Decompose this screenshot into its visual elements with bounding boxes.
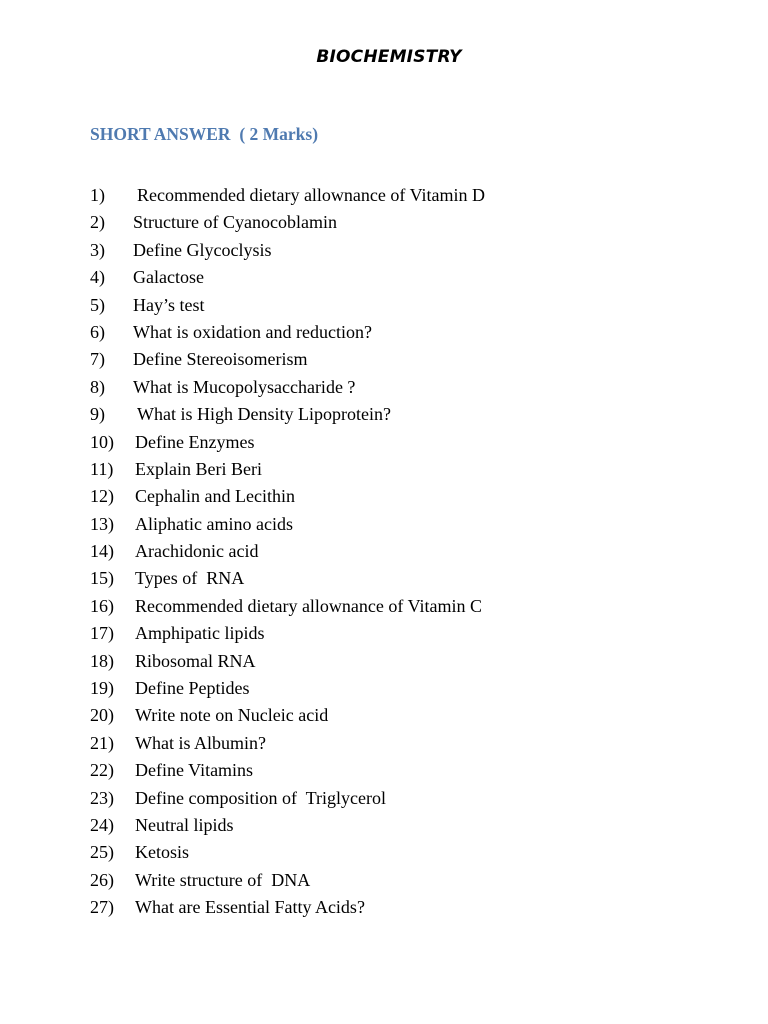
question-item — [90, 346, 485, 373]
question-number: 7) — [90, 349, 105, 370]
question-number: 8) — [90, 376, 105, 397]
question-item — [90, 429, 485, 456]
question-item — [90, 483, 485, 510]
question-number: 2) — [90, 212, 105, 233]
question-text: Define Peptides — [135, 678, 250, 699]
question-text: What is oxidation and reduction? — [133, 321, 372, 342]
question-number: 14) — [90, 541, 114, 562]
question-number: 22) — [90, 760, 114, 781]
question-number: 26) — [90, 869, 114, 890]
question-text: Cephalin and Lecithin — [135, 486, 295, 507]
question-text: What is High Density Lipoprotein? — [137, 404, 391, 425]
question-text: Define composition of Triglycerol — [135, 787, 386, 808]
question-text: Define Enzymes — [135, 431, 255, 452]
question-item — [90, 237, 485, 264]
question-number: 27) — [90, 897, 114, 918]
question-text: Galactose — [133, 267, 204, 288]
question-item — [90, 757, 485, 784]
question-number: 15) — [90, 568, 114, 589]
question-text: Arachidonic acid — [135, 541, 259, 562]
question-text: Recommended dietary allownance of Vitamin D — [137, 185, 485, 205]
question-item — [90, 565, 485, 592]
question-item — [90, 511, 485, 538]
question-item — [90, 292, 485, 319]
question-number: 12) — [90, 486, 114, 507]
question-text: What are Essential Fatty Acids? — [135, 897, 365, 918]
question-item — [90, 538, 485, 565]
question-number: 24) — [90, 814, 114, 835]
question-text: Define Glycoclysis — [133, 239, 272, 260]
question-number: 25) — [90, 842, 114, 863]
question-item — [90, 319, 485, 346]
question-text: Ribosomal RNA — [135, 650, 256, 671]
question-number: 21) — [90, 732, 114, 753]
question-number: 13) — [90, 513, 114, 534]
question-text: Ketosis — [135, 842, 189, 863]
question-number: 16) — [90, 595, 114, 616]
question-item — [90, 374, 485, 401]
question-item — [90, 785, 485, 812]
question-number: 11) — [90, 458, 114, 479]
question-number: 3) — [90, 239, 105, 260]
question-number: 9) — [90, 404, 105, 425]
question-number: 23) — [90, 787, 114, 808]
question-text: Amphipatic lipids — [135, 623, 265, 644]
question-item — [90, 593, 485, 620]
question-item — [90, 839, 485, 866]
question-item — [90, 648, 485, 675]
question-item — [90, 620, 485, 647]
question-item — [90, 867, 485, 894]
question-text: Aliphatic amino acids — [135, 513, 293, 534]
question-number: 10) — [90, 431, 114, 452]
question-text: Write note on Nucleic acid — [135, 705, 329, 726]
question-text: Recommended dietary allownance of Vitamin C — [135, 595, 482, 616]
question-item — [90, 702, 485, 729]
question-text: Explain Beri Beri — [135, 458, 262, 479]
question-item — [90, 894, 485, 921]
question-list — [90, 182, 485, 922]
question-item — [90, 675, 485, 702]
question-text: Write structure of DNA — [135, 869, 311, 890]
question-number: 5) — [90, 294, 105, 315]
question-text: Types of RNA — [135, 568, 245, 589]
question-text: Structure of Cyanocoblamin — [133, 212, 337, 233]
question-text: Hay’s test — [133, 294, 205, 315]
question-item — [90, 209, 485, 236]
question-item — [90, 730, 485, 757]
question-number: 17) — [90, 623, 114, 644]
question-item — [90, 456, 485, 483]
question-number: 6) — [90, 321, 105, 342]
question-number: 1) — [90, 185, 105, 205]
question-item — [90, 401, 485, 428]
question-text: Define Stereoisomerism — [133, 349, 308, 370]
question-item — [90, 264, 485, 291]
question-number: 18) — [90, 650, 114, 671]
question-item — [90, 182, 485, 209]
question-number: 19) — [90, 678, 114, 699]
page-title: BIOCHEMISTRY — [316, 47, 462, 67]
section-heading: SHORT ANSWER ( 2 Marks) — [90, 124, 319, 144]
question-text: What is Albumin? — [135, 732, 266, 753]
question-number: 4) — [90, 267, 105, 288]
question-text: Define Vitamins — [135, 760, 254, 781]
question-item — [90, 812, 485, 839]
question-number: 20) — [90, 705, 114, 726]
question-text: Neutral lipids — [135, 814, 234, 835]
question-text: What is Mucopolysaccharide ? — [133, 376, 356, 397]
